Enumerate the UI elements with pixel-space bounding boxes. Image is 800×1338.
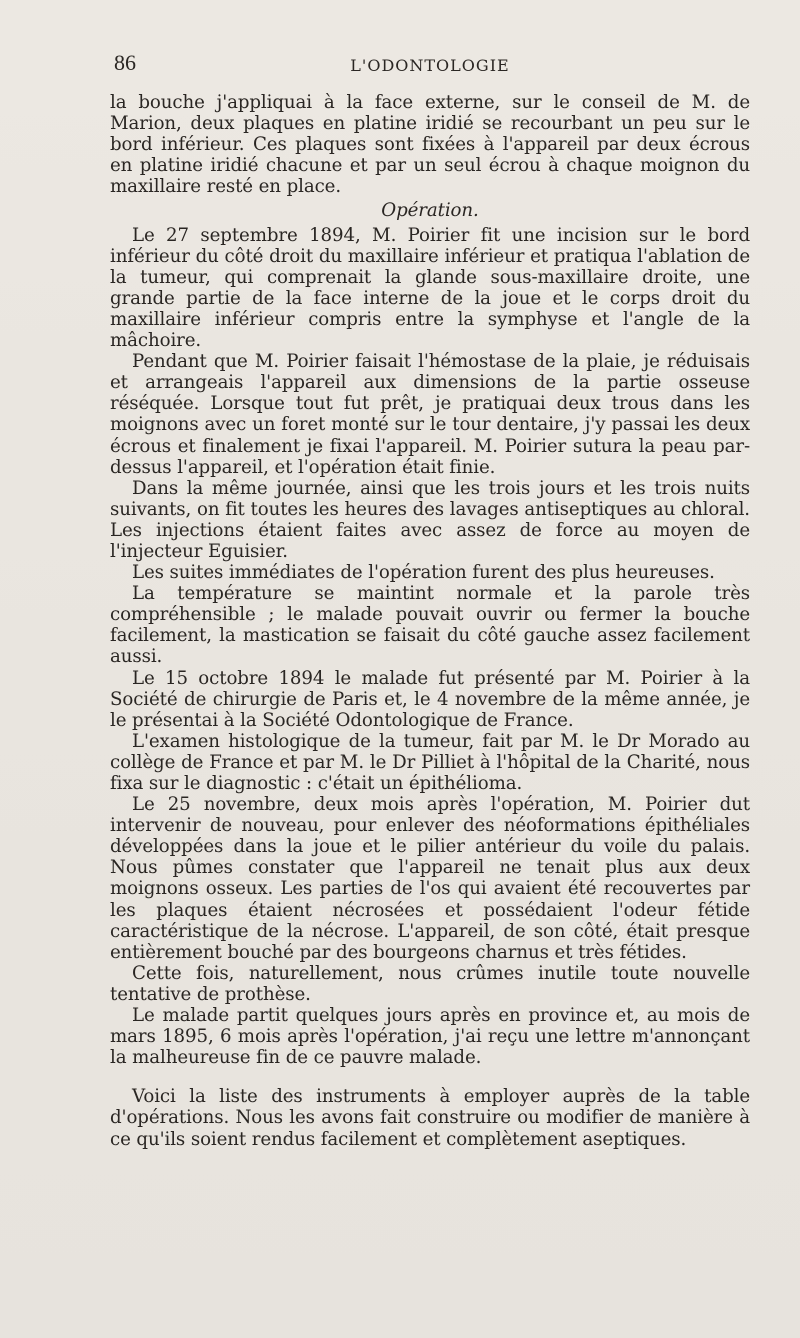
paragraph: Pendant que M. Poirier faisait l'hémostase de la plaie, je réduisais et arrangeais l'appareil aux dimensions de la partie osseuse réséquée. Lorsque tout fut prêt, je pratiquai deux trous dans les moignons avec un foret monté sur le tour dentaire, j'y passai les deux écrous et finalement je fixai l'appareil. M. Poirier sutura la peau par-dessus l'appareil, et l'opération était finie.	[110, 351, 750, 478]
running-title: L'ODONTOLOGIE	[350, 56, 510, 75]
page-header	[110, 50, 750, 80]
paragraph: Le 27 septembre 1894, M. Poirier fit une incision sur le bord inférieur du côté droit du maxillaire inférieur et pratiqua l'ablation de la tumeur, qui comprenait la glande sous-maxillaire droite, une grande partie de la face interne de la joue et le corps droit du maxillaire inférieur compris entre la symphyse et l'angle de la mâchoire.	[110, 224, 750, 352]
paragraph: Voici la liste des instruments à employer auprès de la table d'opérations. Nous les avons fait construire ou modifier de manière à ce qu'ils soient rendus facilement et complètement aseptiques.	[110, 1086, 750, 1150]
section-title: Opération.	[381, 200, 479, 222]
paragraph: Le 25 novembre, deux mois après l'opération, M. Poirier dut intervenir de nouveau, pour enlever des néoformations épithéliales développées dans la joue et le pilier antérieur du voile du palais. Nous pûmes constater que l'appareil ne tenait plus aux deux moignons osseux. Les parties de l'os qui avaient été recouvertes par les plaques étaient nécrosées et possédaient l'odeur fétide caractéristique de la nécrose. L'appareil, de son côté, était presque entièrement bouché par des bourgeons charnus et très fétides.	[110, 794, 750, 963]
paragraph: L'examen histologique de la tumeur, fait par M. le Dr Morado au collège de France et par M. le Dr Pilliet à l'hôpital de la Charité, nous fixa sur le diagnostic : c'était un épithélioma.	[110, 730, 750, 794]
page-number: 86	[114, 50, 136, 75]
paragraph-intro: la bouche j'appliquai à la face externe, sur le conseil de M. de Marion, deux plaques en platine iridié se recourbant un peu sur le bord inférieur. Ces plaques sont fixées à l'appareil par deux écrous en platine iridié chacune et par un seul écrou à chaque moignon du maxillaire resté en place.	[110, 92, 750, 198]
paragraph: Dans la même journée, ainsi que les trois jours et les trois nuits suivants, on fit toutes les heures des lavages antiseptiques au chloral. Les injections étaient faites avec assez de force au moyen de l'injecteur Eguisier.	[110, 477, 750, 562]
paragraph: Cette fois, naturellement, nous crûmes inutile toute nouvelle tentative de prothèse.	[110, 962, 750, 1005]
paragraph: Les suites immédiates de l'opération furent des plus heureuses.	[132, 562, 715, 584]
body-text	[110, 92, 750, 1150]
paragraph: Le malade partit quelques jours après en province et, au mois de mars 1895, 6 mois après l'opération, j'ai reçu une lettre m'annonçant la malheureuse fin de ce pauvre malade.	[110, 1005, 750, 1069]
paragraph-spacer	[110, 1068, 750, 1086]
paragraph: Le 15 octobre 1894 le malade fut présenté par M. Poirier à la Société de chirurgie de Paris et, le 4 novembre de la même année, je le présentai à la Société Odontologique de France.	[110, 667, 750, 731]
paragraph: La température se maintint normale et la parole très compréhensible ; le malade pouvait ouvrir ou fermer la bouche facilement, la mastication se faisait du côté gauche assez facilement aussi.	[110, 583, 750, 668]
